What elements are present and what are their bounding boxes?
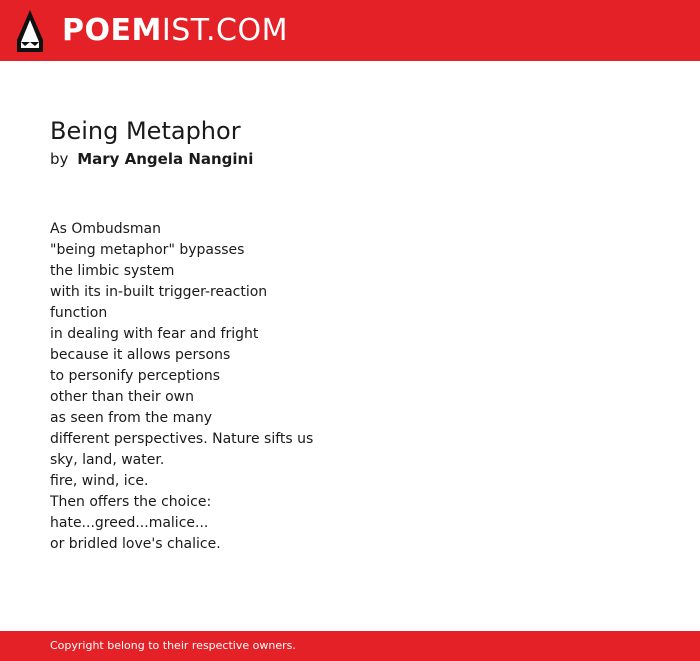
site-header [0, 0, 700, 61]
poem-line: with its in-built trigger-reaction [50, 284, 268, 300]
poem-title: Being Metaphor [50, 117, 241, 145]
copyright-text: Copyright belong to their respective owners. [50, 639, 296, 652]
poem-line: fire, wind, ice. [50, 473, 149, 489]
pencil-tip-icon[interactable] [17, 10, 43, 52]
poem-body [50, 219, 313, 555]
poem-line: As Ombudsman [50, 221, 162, 237]
poem-line: sky, land, water. [50, 452, 165, 468]
poem-line: Then offers the choice: [50, 494, 212, 510]
poem-line: hate...greed...malice... [50, 515, 209, 531]
poem-line: function [50, 305, 108, 321]
poem-line: in dealing with fear and fright [50, 326, 259, 342]
brand-bold-text: POEM [62, 13, 162, 48]
site-footer [0, 631, 700, 661]
poem-line: to personify perceptions [50, 368, 221, 384]
brand-light-text: IST.COM [161, 13, 288, 48]
poem-line: because it allows persons [50, 347, 231, 363]
by-label: by [50, 150, 69, 168]
author-name: Mary Angela Nangini [77, 150, 254, 168]
site-logo-text[interactable] [62, 12, 288, 50]
poem-line: "being metaphor" bypasses [50, 242, 245, 258]
poem-line: other than their own [50, 389, 194, 405]
poem-line: the limbic system [50, 263, 175, 279]
poem-line: or bridled love's chalice. [50, 536, 221, 552]
poem-line: different perspectives. Nature sifts us [50, 431, 314, 447]
byline [50, 149, 253, 169]
poem-line: as seen from the many [50, 410, 212, 426]
